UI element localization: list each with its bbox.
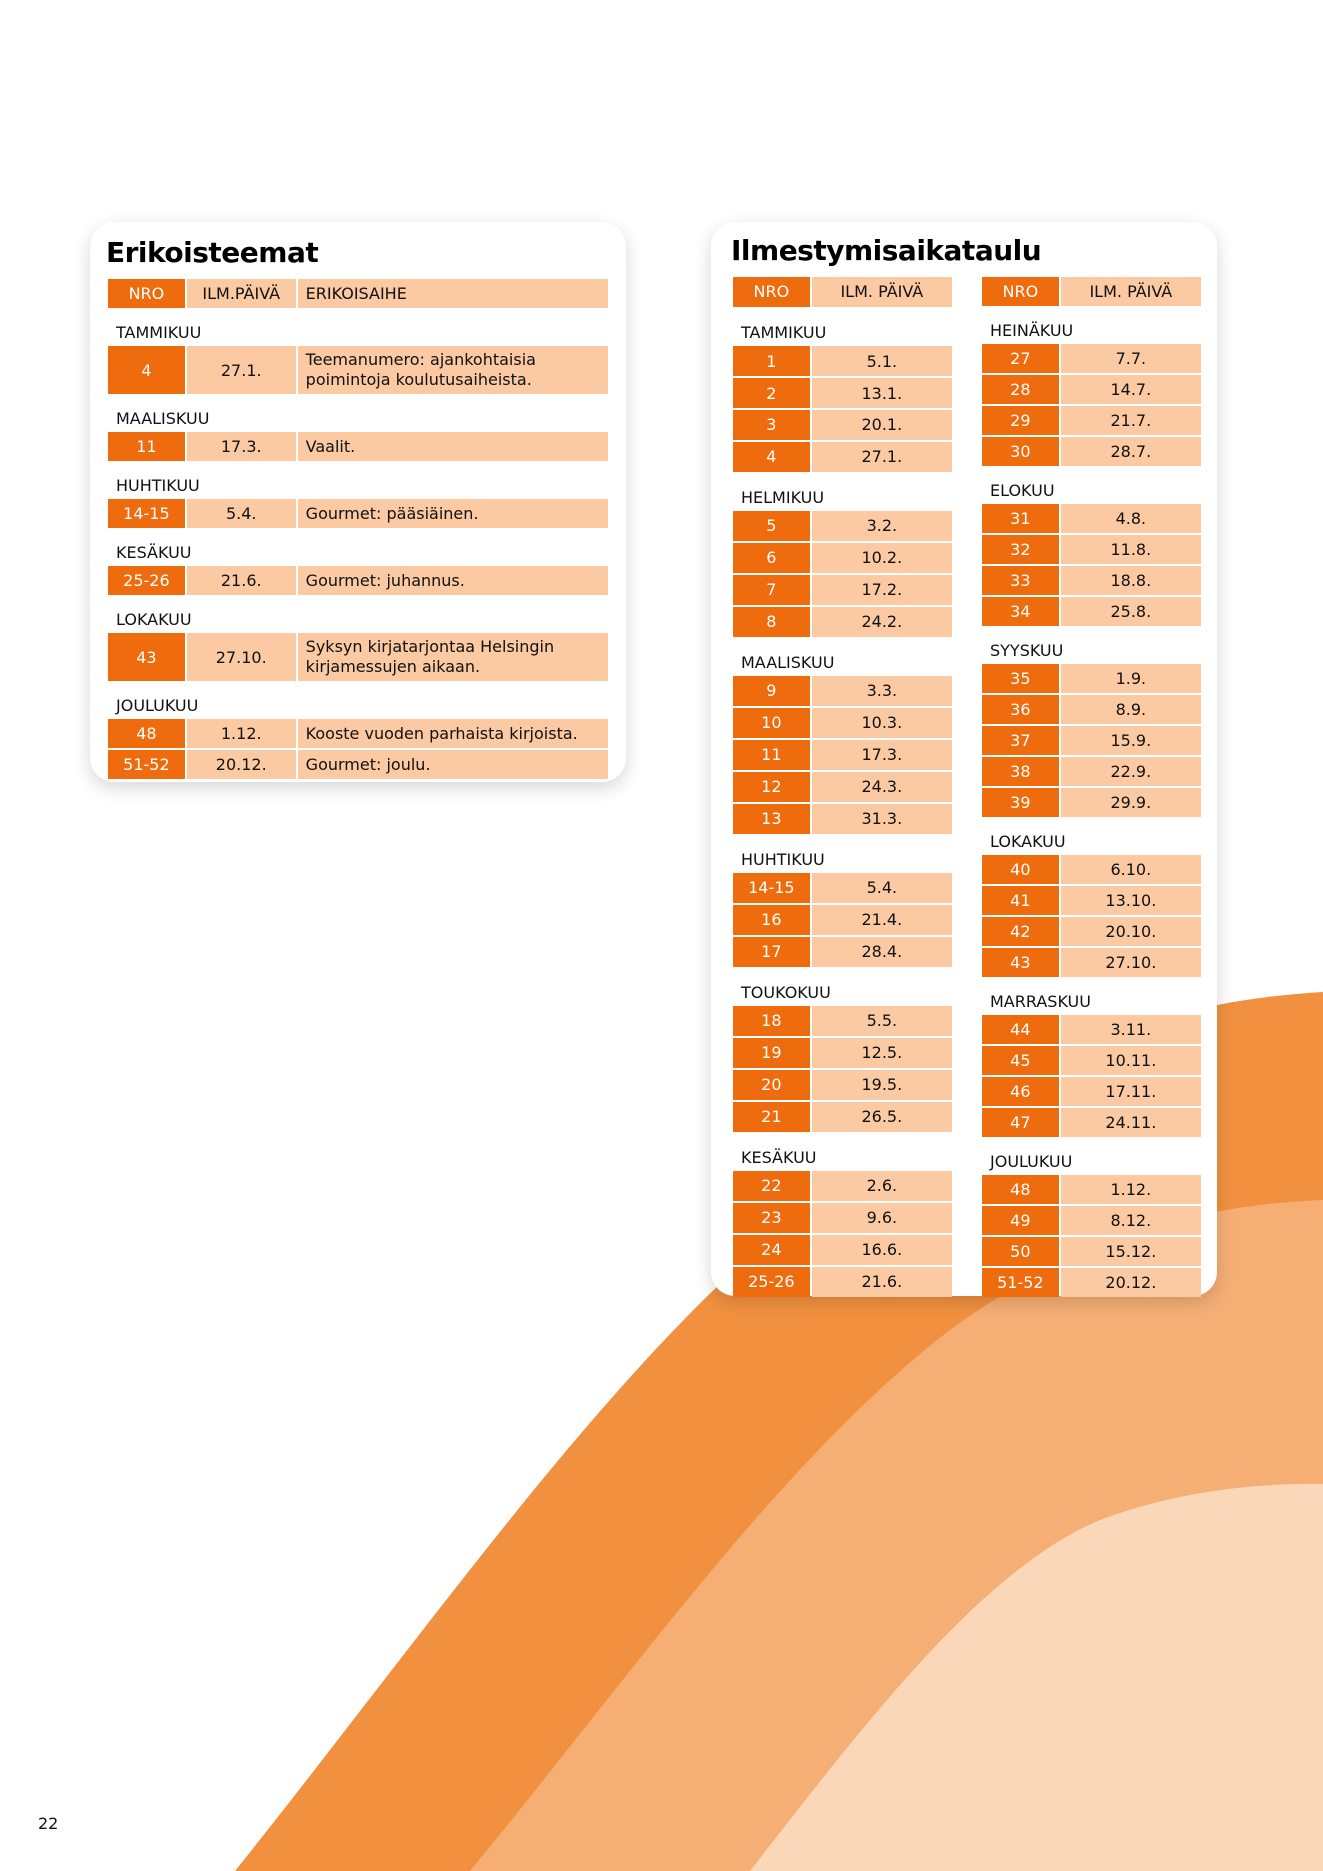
date-cell: 21.6. (187, 566, 296, 595)
table-row (733, 772, 952, 802)
date-cell: 31.3. (812, 804, 952, 834)
nro-cell: 39 (982, 788, 1059, 817)
date-cell: 1.12. (187, 719, 296, 748)
date-cell: 27.1. (187, 346, 296, 394)
date-cell: 11.8. (1061, 535, 1201, 564)
table-row (982, 406, 1201, 435)
date-cell: 6.10. (1061, 855, 1201, 884)
table-row (982, 886, 1201, 915)
nro-cell: 28 (982, 375, 1059, 404)
month-label: MARRASKUU (990, 992, 1091, 1011)
date-cell: 1.12. (1061, 1175, 1201, 1204)
nro-cell: 40 (982, 855, 1059, 884)
table-row (733, 1102, 952, 1132)
nro-cell: 32 (982, 535, 1059, 564)
table-row (733, 708, 952, 738)
nro-cell: 4 (733, 442, 810, 472)
nro-cell: 21 (733, 1102, 810, 1132)
topic-cell: Gourmet: joulu. (298, 750, 608, 779)
month-label: HUHTIKUU (741, 849, 825, 869)
table-header-row (982, 277, 1201, 306)
date-cell: 20.1. (812, 410, 952, 440)
table-row (108, 750, 608, 779)
nro-cell: 44 (982, 1015, 1059, 1044)
date-cell: 15.9. (1061, 726, 1201, 755)
table-row (733, 937, 952, 967)
erikoisteemat-title: Erikoisteemat (106, 236, 319, 269)
month-label: SYYSKUU (990, 641, 1064, 660)
date-cell: 29.9. (1061, 788, 1201, 817)
date-cell: 17.11. (1061, 1077, 1201, 1106)
month-label: JOULUKUU (990, 1152, 1073, 1171)
table-row (733, 378, 952, 408)
month-row (982, 1139, 1201, 1173)
table-row (982, 535, 1201, 564)
month-label: ELOKUU (990, 481, 1055, 500)
date-cell: 27.10. (187, 633, 296, 681)
page-number: 22 (38, 1814, 59, 1833)
date-cell: 10.2. (812, 543, 952, 573)
topic-cell: Gourmet: pääsiäinen. (298, 499, 608, 528)
table-row (982, 1015, 1201, 1044)
nro-cell: 51-52 (108, 750, 185, 779)
schedule-table-right (980, 275, 1203, 1299)
nro-cell: 33 (982, 566, 1059, 595)
date-cell: 8.12. (1061, 1206, 1201, 1235)
date-cell: 9.6. (812, 1203, 952, 1233)
nro-cell: 50 (982, 1237, 1059, 1266)
erikoisteemat-card (90, 222, 626, 782)
nro-cell: 25-26 (108, 566, 185, 595)
date-cell: 20.12. (1061, 1268, 1201, 1297)
nro-cell: 30 (982, 437, 1059, 466)
month-label: HEINÄKUU (990, 321, 1074, 340)
table-row (982, 917, 1201, 946)
table-row (982, 1046, 1201, 1075)
month-row (982, 819, 1201, 853)
table-row (982, 1175, 1201, 1204)
nro-cell: 25-26 (733, 1267, 810, 1297)
month-label: TOUKOKUU (741, 982, 831, 1002)
nro-cell: 8 (733, 607, 810, 637)
table-row (982, 437, 1201, 466)
month-label: LOKAKUU (990, 832, 1066, 851)
month-row (733, 836, 952, 871)
table-row (733, 346, 952, 376)
topic-cell: Teemanumero: ajankohtaisia poimintoja koulutusaiheista. (298, 346, 608, 394)
nro-cell: 19 (733, 1038, 810, 1068)
date-cell: 12.5. (812, 1038, 952, 1068)
month-label: KESÄKUU (741, 1147, 817, 1167)
nro-cell: 12 (733, 772, 810, 802)
month-row (108, 396, 608, 430)
date-cell: 3.3. (812, 676, 952, 706)
date-cell: 21.6. (812, 1267, 952, 1297)
month-row (982, 308, 1201, 342)
table-row (982, 664, 1201, 693)
table-row (108, 633, 608, 681)
topic-cell: Syksyn kirjatarjontaa Helsingin kirjamessujen aikaan. (298, 633, 608, 681)
date-cell: 27.10. (1061, 948, 1201, 977)
nro-cell: 10 (733, 708, 810, 738)
table-header-row (108, 279, 608, 308)
date-cell: 20.10. (1061, 917, 1201, 946)
date-cell: 14.7. (1061, 375, 1201, 404)
month-row (733, 1134, 952, 1169)
nro-cell: 9 (733, 676, 810, 706)
date-header: ILM.PÄIVÄ (187, 279, 296, 308)
table-row (733, 1006, 952, 1036)
month-row (982, 468, 1201, 502)
date-cell: 4.8. (1061, 504, 1201, 533)
nro-cell: 20 (733, 1070, 810, 1100)
date-cell: 24.2. (812, 607, 952, 637)
date-cell: 16.6. (812, 1235, 952, 1265)
table-row (108, 719, 608, 748)
topic-header: ERIKOISAIHE (298, 279, 608, 308)
date-cell: 27.1. (812, 442, 952, 472)
month-label: HUHTIKUU (116, 476, 200, 495)
nro-header: NRO (733, 277, 810, 307)
date-cell: 13.1. (812, 378, 952, 408)
nro-cell: 35 (982, 664, 1059, 693)
nro-cell: 18 (733, 1006, 810, 1036)
date-header: ILM. PÄIVÄ (812, 277, 952, 307)
nro-cell: 37 (982, 726, 1059, 755)
month-row (108, 597, 608, 631)
date-cell: 10.11. (1061, 1046, 1201, 1075)
date-cell: 3.2. (812, 511, 952, 541)
table-row (733, 1070, 952, 1100)
table-row (733, 543, 952, 573)
schedule-table-left (731, 275, 954, 1299)
date-cell: 21.4. (812, 905, 952, 935)
month-row (733, 309, 952, 344)
topic-cell: Vaalit. (298, 432, 608, 461)
month-label: MAALISKUU (116, 409, 210, 428)
table-row (108, 499, 608, 528)
date-cell: 28.4. (812, 937, 952, 967)
table-row (733, 442, 952, 472)
table-row (733, 740, 952, 770)
table-row (982, 695, 1201, 724)
table-row (982, 788, 1201, 817)
nro-cell: 46 (982, 1077, 1059, 1106)
nro-cell: 7 (733, 575, 810, 605)
nro-cell: 6 (733, 543, 810, 573)
month-label: MAALISKUU (741, 652, 835, 672)
month-label: LOKAKUU (116, 610, 192, 629)
month-row (108, 310, 608, 344)
table-row (982, 1268, 1201, 1297)
table-row (733, 905, 952, 935)
nro-cell: 48 (108, 719, 185, 748)
date-cell: 10.3. (812, 708, 952, 738)
date-cell: 21.7. (1061, 406, 1201, 435)
date-cell: 3.11. (1061, 1015, 1201, 1044)
nro-cell: 22 (733, 1171, 810, 1201)
nro-cell: 48 (982, 1175, 1059, 1204)
nro-cell: 43 (108, 633, 185, 681)
date-cell: 15.12. (1061, 1237, 1201, 1266)
table-row (982, 1206, 1201, 1235)
date-cell: 17.3. (187, 432, 296, 461)
date-cell: 5.4. (812, 873, 952, 903)
month-label: HELMIKUU (741, 488, 825, 508)
nro-cell: 5 (733, 511, 810, 541)
table-row (108, 566, 608, 595)
month-row (108, 683, 608, 717)
nro-cell: 11 (108, 432, 185, 461)
topic-cell: Kooste vuoden parhaista kirjoista. (298, 719, 608, 748)
table-row (982, 566, 1201, 595)
nro-cell: 49 (982, 1206, 1059, 1235)
nro-cell: 14-15 (733, 873, 810, 903)
nro-cell: 34 (982, 597, 1059, 626)
table-row (733, 1038, 952, 1068)
month-row (733, 639, 952, 674)
table-row (982, 344, 1201, 373)
month-label: TAMMIKUU (116, 323, 202, 342)
table-row (108, 346, 608, 394)
nro-cell: 31 (982, 504, 1059, 533)
date-cell: 2.6. (812, 1171, 952, 1201)
month-row (108, 530, 608, 564)
date-cell: 5.5. (812, 1006, 952, 1036)
date-cell: 17.2. (812, 575, 952, 605)
table-row (733, 1267, 952, 1297)
table-row (733, 410, 952, 440)
date-cell: 25.8. (1061, 597, 1201, 626)
nro-cell: 17 (733, 937, 810, 967)
table-row (733, 607, 952, 637)
date-cell: 24.11. (1061, 1108, 1201, 1137)
table-row (733, 511, 952, 541)
date-cell: 13.10. (1061, 886, 1201, 915)
date-cell: 8.9. (1061, 695, 1201, 724)
month-row (733, 474, 952, 509)
nro-cell: 13 (733, 804, 810, 834)
nro-cell: 1 (733, 346, 810, 376)
table-row (733, 804, 952, 834)
nro-header: NRO (108, 279, 185, 308)
nro-cell: 23 (733, 1203, 810, 1233)
table-header-row (733, 277, 952, 307)
table-row (733, 676, 952, 706)
table-row (733, 873, 952, 903)
nro-cell: 36 (982, 695, 1059, 724)
nro-cell: 47 (982, 1108, 1059, 1137)
table-row (982, 504, 1201, 533)
nro-cell: 3 (733, 410, 810, 440)
table-row (982, 597, 1201, 626)
month-label: JOULUKUU (116, 696, 199, 715)
nro-cell: 29 (982, 406, 1059, 435)
date-cell: 17.3. (812, 740, 952, 770)
nro-header: NRO (982, 277, 1059, 306)
nro-cell: 16 (733, 905, 810, 935)
nro-cell: 2 (733, 378, 810, 408)
date-cell: 24.3. (812, 772, 952, 802)
table-row (982, 1237, 1201, 1266)
nro-cell: 51-52 (982, 1268, 1059, 1297)
ilmestymisaikataulu-title: Ilmestymisaikataulu (731, 234, 1042, 267)
table-row (733, 1171, 952, 1201)
date-cell: 18.8. (1061, 566, 1201, 595)
date-cell: 5.1. (812, 346, 952, 376)
nro-cell: 14-15 (108, 499, 185, 528)
date-cell: 22.9. (1061, 757, 1201, 786)
table-row (108, 432, 608, 461)
month-row (982, 628, 1201, 662)
date-cell: 28.7. (1061, 437, 1201, 466)
nro-cell: 43 (982, 948, 1059, 977)
date-cell: 1.9. (1061, 664, 1201, 693)
nro-cell: 42 (982, 917, 1059, 946)
table-row (982, 948, 1201, 977)
date-header: ILM. PÄIVÄ (1061, 277, 1201, 306)
table-row (982, 1108, 1201, 1137)
nro-cell: 24 (733, 1235, 810, 1265)
month-label: TAMMIKUU (741, 323, 827, 343)
table-row (982, 1077, 1201, 1106)
date-cell: 26.5. (812, 1102, 952, 1132)
nro-cell: 45 (982, 1046, 1059, 1075)
nro-cell: 27 (982, 344, 1059, 373)
table-row (982, 375, 1201, 404)
date-cell: 5.4. (187, 499, 296, 528)
month-label: KESÄKUU (116, 543, 192, 562)
nro-cell: 41 (982, 886, 1059, 915)
month-row (982, 979, 1201, 1013)
table-row (733, 575, 952, 605)
table-row (982, 855, 1201, 884)
month-row (108, 463, 608, 497)
table-row (733, 1235, 952, 1265)
table-row (982, 726, 1201, 755)
month-row (733, 969, 952, 1004)
table-row (733, 1203, 952, 1233)
nro-cell: 38 (982, 757, 1059, 786)
date-cell: 20.12. (187, 750, 296, 779)
topic-cell: Gourmet: juhannus. (298, 566, 608, 595)
nro-cell: 11 (733, 740, 810, 770)
erikoisteemat-table (106, 277, 610, 781)
date-cell: 19.5. (812, 1070, 952, 1100)
nro-cell: 4 (108, 346, 185, 394)
date-cell: 7.7. (1061, 344, 1201, 373)
ilmestymisaikataulu-card (711, 222, 1217, 1296)
table-row (982, 757, 1201, 786)
